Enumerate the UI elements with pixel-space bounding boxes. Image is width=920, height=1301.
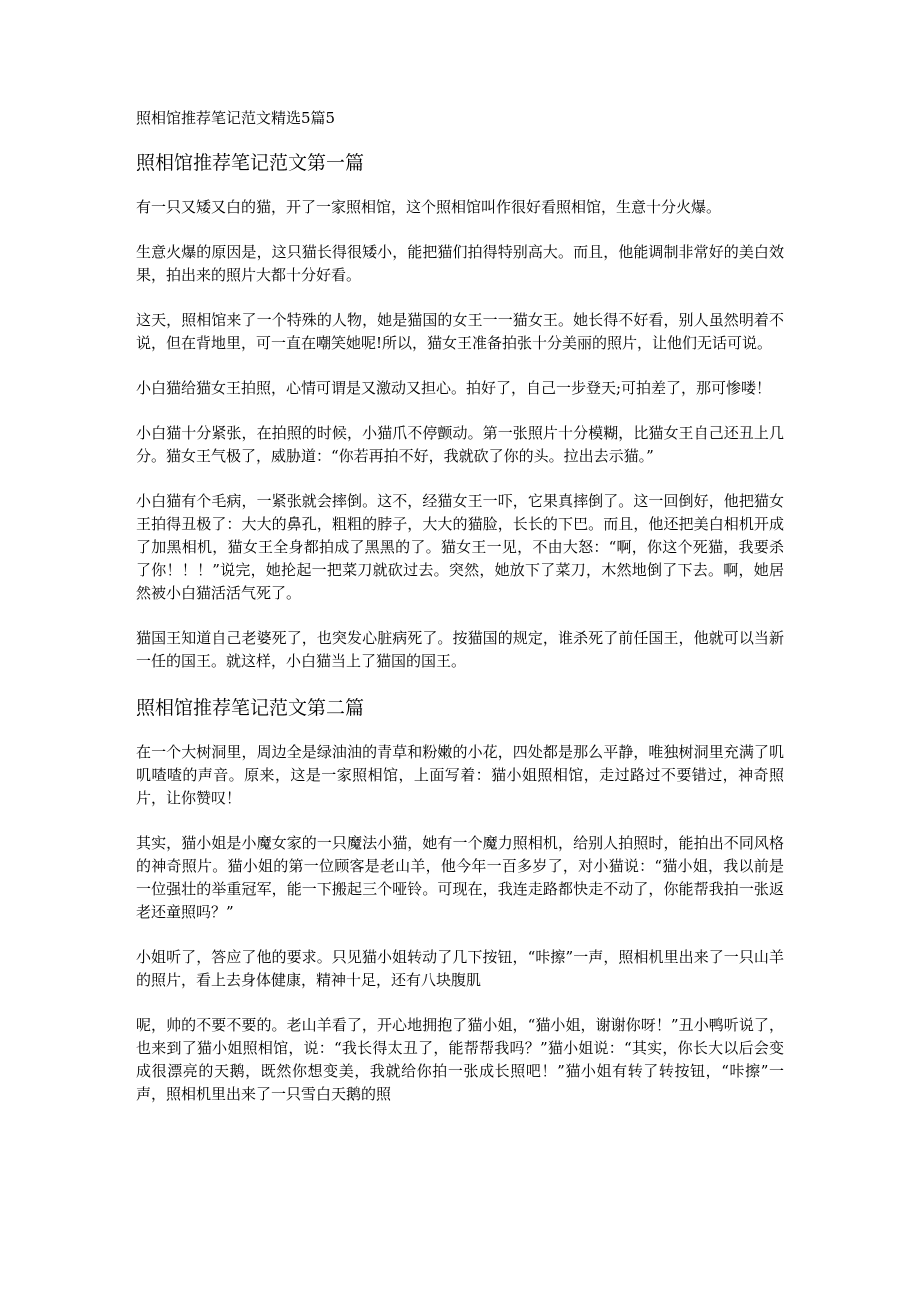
paragraph: 有一只又矮又白的猫，开了一家照相馆，这个照相馆叫作很好看照相馆，生意十分火爆。	[136, 198, 722, 216]
paragraph: 小白猫有个毛病，一紧张就会摔倒。这不，经猫女王一吓，它果真摔倒了。这一回倒好，他把猫女王拍得丑极了：大大的鼻孔，粗粗的脖子，大大的猫脸，长长的下巴。而且，他还把美白相机开成了加黑相机，猫女王全身都拍成了黑黑的了。猫女王一见，不由大怒：“啊，你这个死猫，我要杀了你！！！”说完，她抡起一把菜刀就砍过去。突然，她放下了菜刀，木然地倒了下去。啊，她居然被小白猫活活气死了。	[136, 492, 784, 602]
paragraph: 其实，猫小姐是小魔女家的一只魔法小猫，她有一个魔力照相机，给别人拍照时，能拍出不同风格的神奇照片。猫小姐的第一位顾客是老山羊，他今年一百多岁了，对小猫说：“猫小姐，我以前是一位强壮的举重冠军，能一下搬起三个哑铃。可现在，我连走路都快走不动了，你能帮我拍一张返老还童照吗？”	[136, 834, 784, 921]
paragraph: 小姐听了，答应了他的要求。只见猫小姐转动了几下按钮，“咔擦”一声，照相机里出来了一只山羊的照片，看上去身体健康，精神十足，还有八块腹肌	[136, 948, 784, 989]
paragraph: 生意火爆的原因是，这只猫长得很矮小，能把猫们拍得特别高大。而且，他能调制非常好的美白效果，拍出来的照片大都十分好看。	[136, 243, 784, 284]
paragraph: 这天，照相馆来了一个特殊的人物，她是猫国的女王一一猫女王。她长得不好看，别人虽然明着不说，但在背地里，可一直在嘲笑她呢!所以，猫女王准备拍张十分美丽的照片，让他们无话可说。	[136, 311, 784, 352]
section-heading: 照相馆推荐笔记范文第一篇	[136, 152, 365, 174]
paragraph: 小白猫给猫女王拍照，心情可谓是又激动又担心。拍好了，自己一步登天;可拍差了，那可惨喽！	[136, 379, 772, 397]
document-page	[136, 108, 784, 1128]
document-title: 照相馆推荐笔记范文精选5篇5	[136, 109, 336, 127]
section-heading: 照相馆推荐笔记范文第二篇	[136, 697, 365, 719]
paragraph: 在一个大树洞里，周边全是绿油油的青草和粉嫩的小花，四处都是那么平静，唯独树洞里充满了叽叽喳喳的声音。原来，这是一家照相馆，上面写着：猫小姐照相馆，走过路过不要错过，神奇照片，让你赞叹！	[136, 743, 784, 807]
paragraph: 猫国王知道自己老婆死了，也突发心脏病死了。按猫国的规定，谁杀死了前任国王，他就可以当新一任的国王。就这样，小白猫当上了猫国的国王。	[136, 629, 784, 670]
paragraph: 呢，帅的不要不要的。老山羊看了，开心地拥抱了猫小姐，“猫小姐，谢谢你呀！”丑小鸭听说了，也来到了猫小姐照相馆，说：“我长得太丑了，能帮帮我吗？”猫小姐说：“其实，你长大以后会变成很漂亮的天鹅，既然你想变美，我就给你拍一张成长照吧！”猫小姐有转了转按钮，“咔擦”一声，照相机里出来了一只雪白天鹅的照	[136, 1016, 784, 1103]
section-2	[136, 695, 784, 1106]
paragraph: 小白猫十分紧张，在拍照的时候，小猫爪不停颤动。第一张照片十分模糊，比猫女王自己还丑上几分。猫女王气极了，威胁道：“你若再拍不好，我就砍了你的头。拉出去示猫。”	[136, 424, 784, 465]
section-1	[136, 150, 784, 673]
